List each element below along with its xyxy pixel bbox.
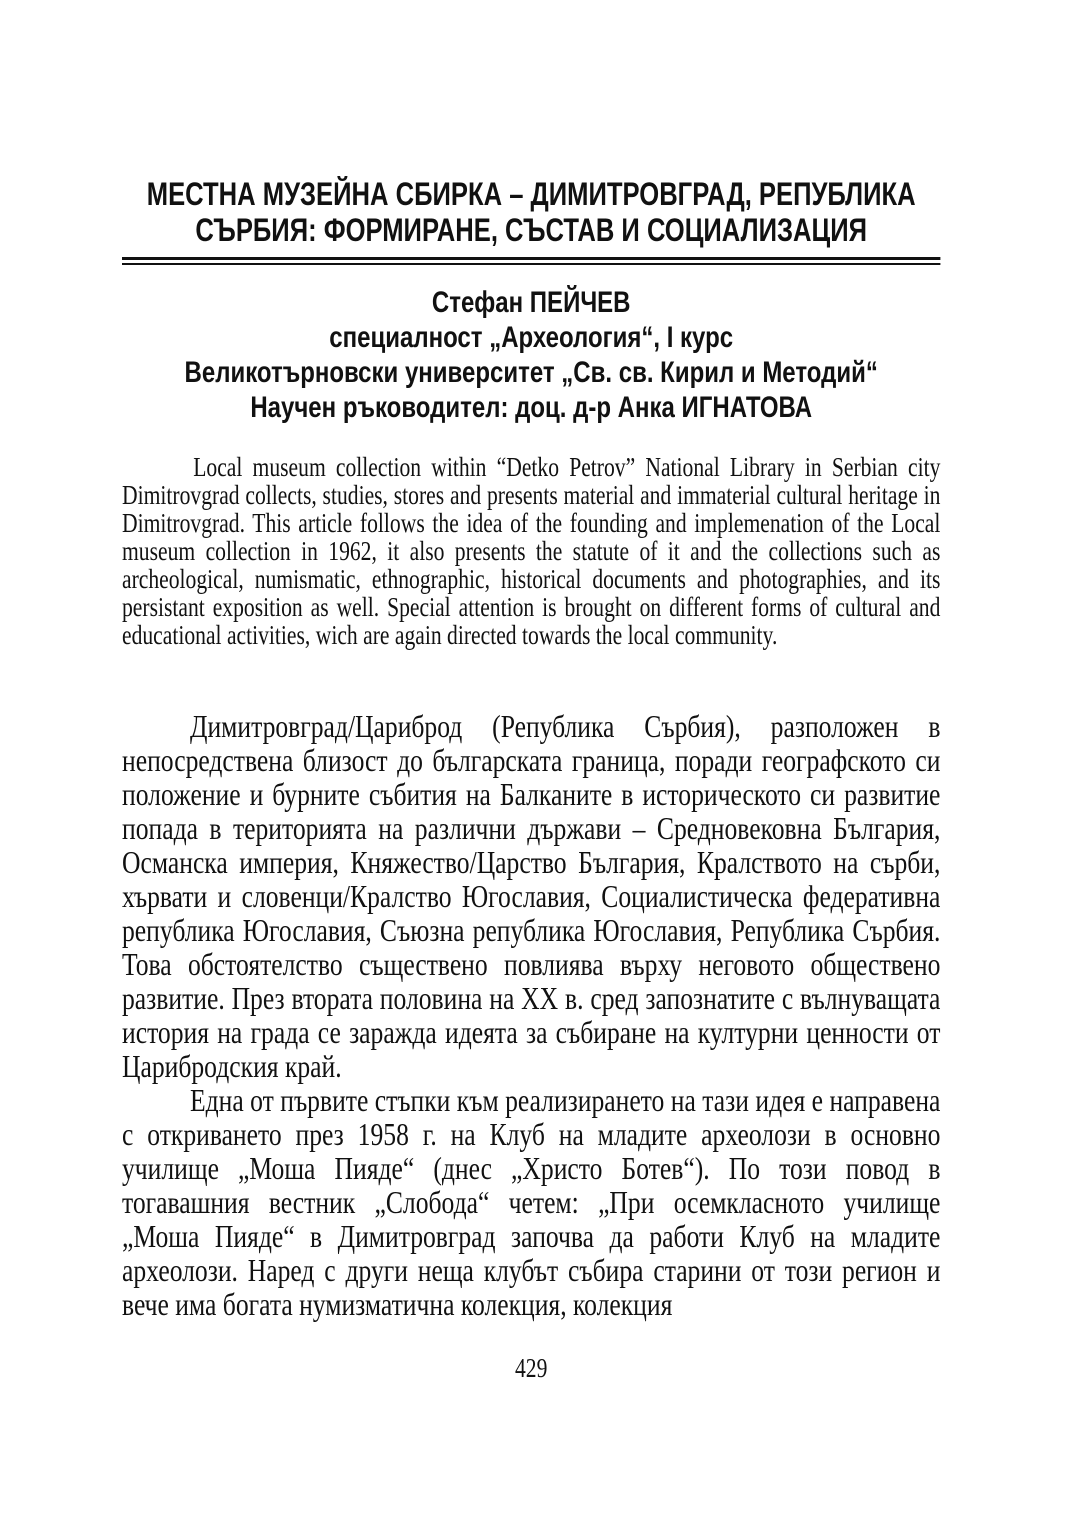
abstract-english: Local museum collection within “Detko Petrov” National Library in Serbian city Dimitrovgrad collects, studies, stores and presents material and immaterial cultural heritage in Dimitrovgrad. This article follows the idea of the founding and implemenation of the Local museum collection in 1962, it also presents the statute of it and the collections such as archeological, numismatic, ethnographic, historical documents and photographies, and its persistant exposition as well. Special attention is brought on different forms of cultural and educational activities, wich are again directed towards the local community. (122, 452, 941, 650)
title-double-rule-lower (122, 263, 940, 265)
article-body (122, 709, 940, 1321)
body-paragraph-1: Димитровград/Цариброд (Република Сърбия), разположен в непосредствена близост до българската граница, поради географското си положение и бурните събития на Балканите в историческото си развитие попада в територията на различни държави – Средновековна България, Османска империя, Княжество/Царство България, Кралството на сърби, хървати и словенци/Кралство Югославия, Социалистическа федеративна република Югославия, Съюзна република Югославия, Република Сърбия. Това обстоятелство съществено повлиява върху неговото обществено развитие. През втората половина на ХХ в. сред запознатите с вълнуващата история на града се заражда идеята за събиране на културни ценности от Царибродския край. (122, 708, 941, 1084)
author-detail-university: Великотърновски университет „Св. св. Кирил и Методий“ (184, 356, 878, 389)
author-block (122, 285, 940, 425)
author-name: Стефан ПЕЙЧЕВ (431, 286, 631, 319)
article-title: МЕСТНА МУЗЕЙНА СБИРКА – ДИМИТРОВГРАД, РЕПУБЛИКА СЪРБИЯ: ФОРМИРАНЕ, СЪСТАВ И СОЦИАЛИЗАЦИЯ (146, 176, 916, 248)
body-paragraph-2: Една от първите стъпки към реализирането на тази идея е направена с откриването през 1958 г. на Клуб на младите археолози в основно училище „Моша Пияде“ (днес „Христо Ботев“). По този повод в тогавашния вестник „Слобода“ четем: „При осемкласното училище „Моша Пияде“ в Димитровград започва да работи Клуб на младите археолози. Наред с други неща клубът събира старини от този регион и вече има богата нумизматична колекция, колекция (122, 1082, 941, 1322)
title-double-rule (122, 257, 940, 265)
author-detail-supervisor: Научен ръководител: доц. д-р Анка ИГНАТОВА (250, 391, 813, 424)
author-detail-speciality: специалност „Археология“, I курс (329, 321, 734, 354)
page-number: 429 (515, 1353, 548, 1383)
content-column (122, 0, 940, 1384)
